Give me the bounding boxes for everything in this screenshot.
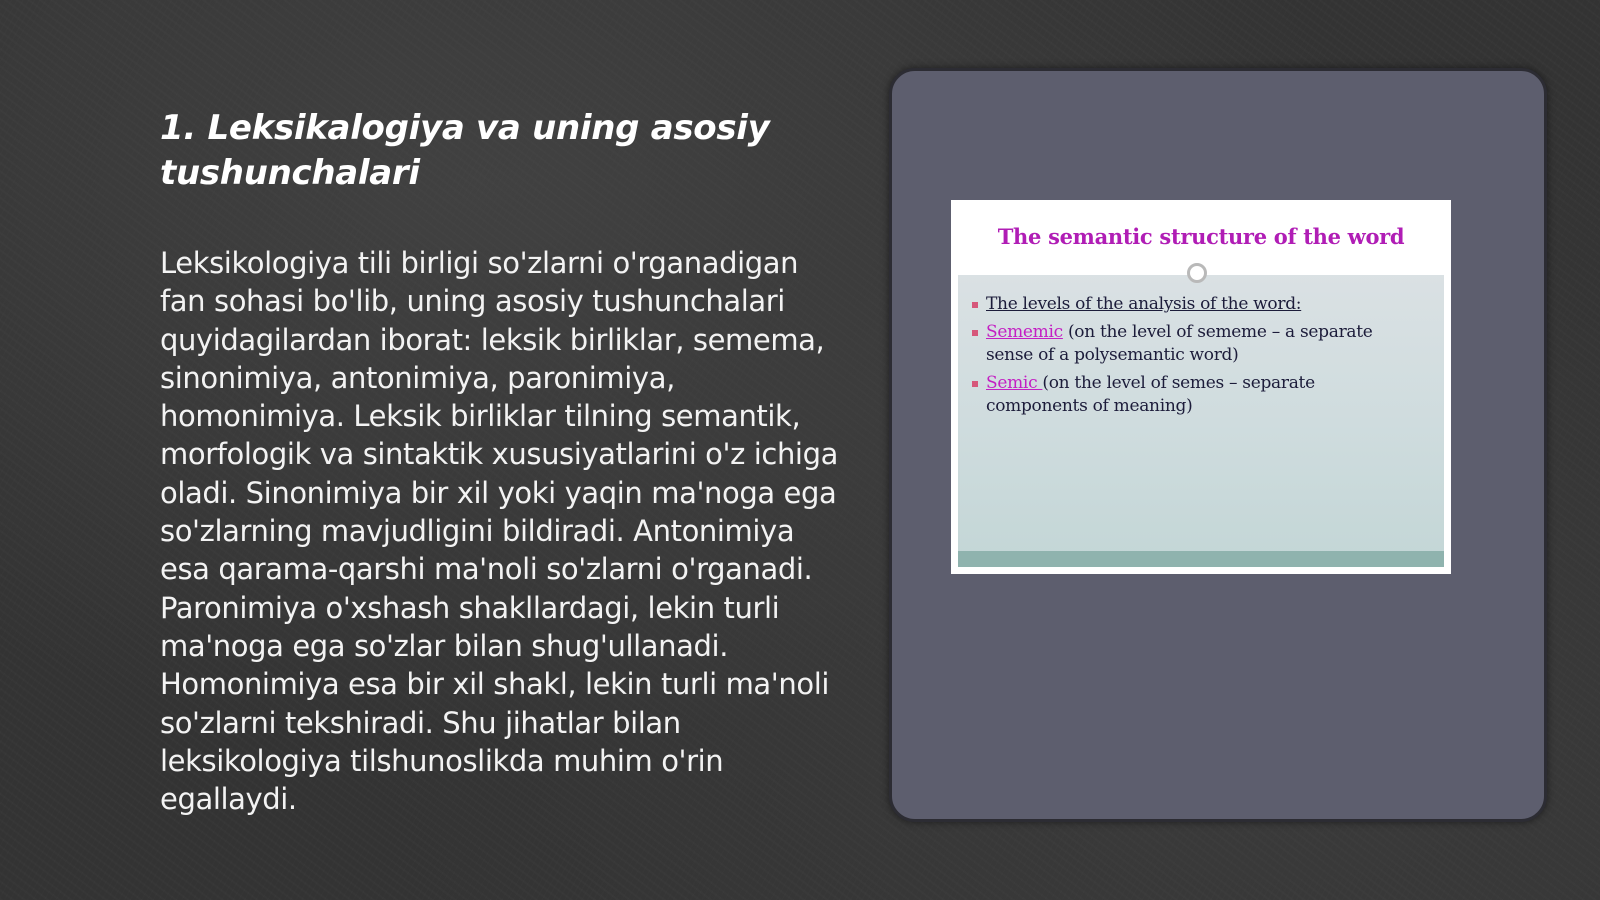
slide-bullet-link[interactable]: The levels of the analysis of the word: <box>986 294 1302 314</box>
slide-footer-band <box>958 551 1444 567</box>
slide-bullet-item <box>972 372 1412 418</box>
bullet-icon <box>972 381 978 387</box>
slide-bullet-link[interactable]: Semic <box>986 373 1043 393</box>
slide-bullet-text: (on the level of semes – separate components of meaning) <box>986 373 1315 416</box>
circle-icon <box>1187 263 1207 283</box>
bullet-icon <box>972 302 978 308</box>
slide-bullet-item <box>972 321 1412 367</box>
slide-thumbnail <box>951 200 1451 574</box>
slide-bullet-item <box>972 293 1412 316</box>
page-title: 1. Leksikalogiya va uning asosiy tushunchalari <box>160 108 770 193</box>
slide-content <box>958 207 1444 567</box>
slide-bullet-link[interactable]: Sememic <box>986 322 1063 342</box>
slide-bullet-text: (on the level of sememe – a separate sense of a polysemantic word) <box>986 322 1373 365</box>
body-paragraph: Leksikologiya tili birligi so'zlarni o'rganadigan fan sohasi bo'lib, uning asosiy tushunchalari quyidagilardan iborat: leksik birliklar, semema, sinonimiya, antonimiya, paronimiya, homonimiya. Leksik birliklar tilning semantik, morfologik va sintaktik xususiyatlarini o'z ichiga oladi. Sinonimiya bir xil yoki yaqin ma'noga ega so'zlarning mavjudligini bildiradi. Antonimiya esa qarama-qarshi ma'noli so'zlarni o'rganadi. Paronimiya o'xshash shakllardagi, lekin turli ma'noga ega so'zlar bilan shug'ullanadi. Homonimiya esa bir xil shakl, lekin turli ma'noli so'zlarni tekshiradi. Shu jihatlar bilan leksikologiya tilshunoslikda muhim o'rin egallaydi. <box>160 246 838 817</box>
slide-title: The semantic structure of the word <box>997 224 1405 249</box>
bullet-icon <box>972 330 978 336</box>
slide-bullet-list <box>972 293 1412 423</box>
